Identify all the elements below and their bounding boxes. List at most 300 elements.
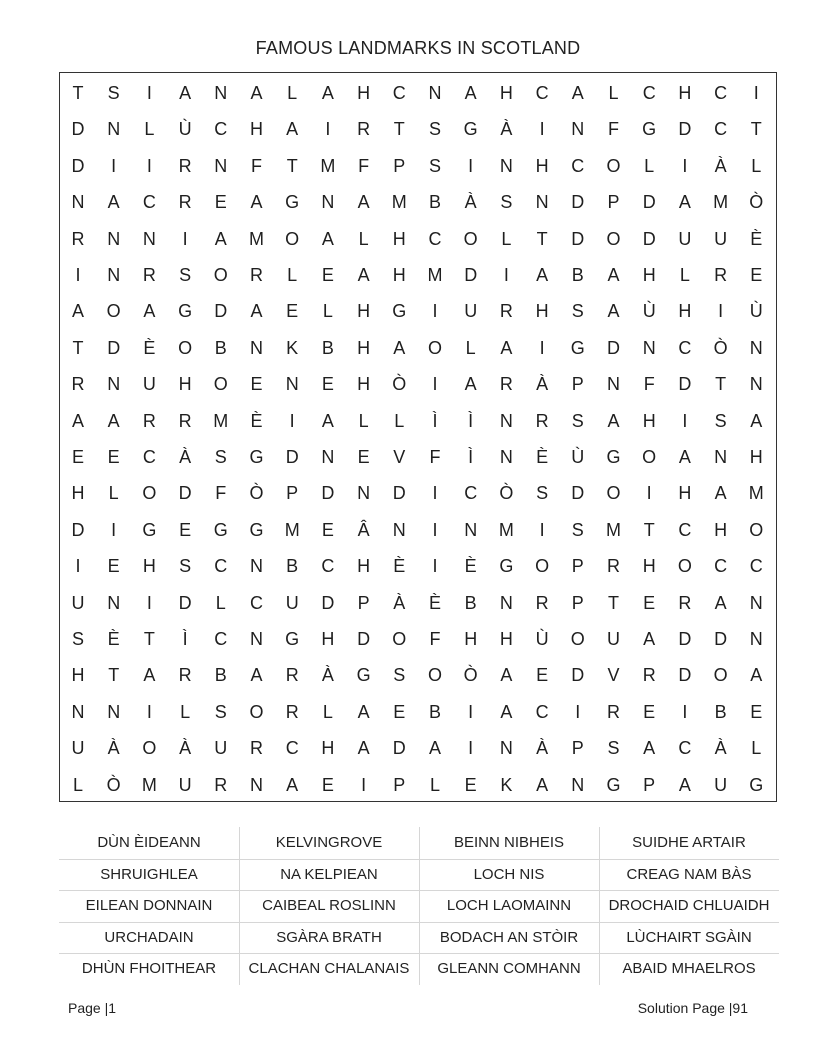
grid-letter: N <box>749 337 763 358</box>
grid-letter: C <box>464 483 478 504</box>
word-list-item: DHÙN FHOITHEAR <box>81 960 217 977</box>
grid-letter: C <box>285 738 299 759</box>
grid-letter: C <box>678 337 692 358</box>
grid-letter: A <box>607 410 620 431</box>
word-list-item: LOCH NIS <box>473 865 545 883</box>
page-number: Page |1 <box>68 1000 117 1016</box>
grid-letter: R <box>178 665 192 686</box>
grid-row <box>60 439 776 475</box>
grid-letter: R <box>357 119 371 140</box>
grid-letter: Ù <box>571 447 585 467</box>
grid-letter: B <box>428 192 441 213</box>
grid-letter: A <box>750 410 763 431</box>
grid-letter: C <box>642 83 656 103</box>
grid-letter: I <box>646 483 652 504</box>
grid-letter: H <box>499 83 513 103</box>
grid-letter: E <box>107 556 120 577</box>
grid-letter: A <box>357 738 370 759</box>
grid-letter: O <box>642 447 657 467</box>
grid-letter: C <box>535 701 549 722</box>
grid-letter: S <box>428 155 441 176</box>
grid-letter: I <box>718 301 724 322</box>
word-list-item: KELVINGROVE <box>275 834 383 851</box>
grid-letter: S <box>393 665 406 686</box>
grid-row <box>60 257 776 293</box>
grid-row <box>60 330 776 366</box>
grid-letter: T <box>286 155 298 176</box>
grid-letter: À <box>536 738 549 759</box>
grid-letter: P <box>571 592 584 613</box>
grid-letter: R <box>71 374 85 395</box>
grid-letter: A <box>107 192 120 213</box>
page-title: FAMOUS LANDMARKS IN SCOTLAND <box>255 38 581 58</box>
grid-letter: L <box>108 483 119 504</box>
grid-letter: N <box>571 119 585 140</box>
grid-letter: I <box>682 701 688 722</box>
grid-letter: N <box>499 410 513 431</box>
grid-letter: È <box>393 556 406 577</box>
grid-letter: Ì <box>182 629 188 649</box>
grid-letter: I <box>325 119 331 140</box>
grid-letter: G <box>356 665 371 686</box>
grid-letter: M <box>249 228 264 249</box>
grid-letter: H <box>357 374 371 395</box>
grid-letter: I <box>468 738 474 759</box>
grid-letter: M <box>320 155 336 176</box>
grid-letter: S <box>571 410 584 431</box>
grid-letter: D <box>678 629 692 649</box>
grid-letter: A <box>393 337 406 358</box>
grid-letter: N <box>285 374 299 395</box>
grid-letter: A <box>214 228 227 249</box>
grid-row <box>60 403 776 439</box>
grid-letter: E <box>750 265 763 285</box>
grid-letter: C <box>142 447 156 467</box>
grid-letter: D <box>464 265 478 285</box>
grid-letter: A <box>286 119 299 140</box>
grid-letter: M <box>391 192 407 213</box>
grid-row <box>60 221 776 257</box>
grid-letter: R <box>642 665 656 686</box>
grid-letter: C <box>571 155 585 176</box>
grid-letter: I <box>682 410 688 431</box>
grid-letter: D <box>607 337 620 358</box>
grid-letter: C <box>214 119 228 140</box>
grid-letter: G <box>249 519 264 540</box>
grid-letter: Ù <box>749 301 763 322</box>
grid-letter: L <box>322 701 333 722</box>
grid-letter: G <box>642 119 657 140</box>
grid-letter: È <box>250 410 263 431</box>
grid-row <box>60 548 776 584</box>
grid-letter: D <box>214 301 228 322</box>
grid-letter: E <box>321 374 334 395</box>
grid-letter: H <box>250 119 263 140</box>
grid-letter: C <box>214 629 228 649</box>
grid-row <box>60 657 776 693</box>
grid-letter: N <box>107 119 121 140</box>
grid-letter: E <box>321 774 334 795</box>
grid-letter: O <box>285 228 300 249</box>
grid-letter: N <box>714 447 728 467</box>
grid-letter: L <box>465 337 476 358</box>
grid-letter: E <box>250 374 263 395</box>
grid-letter: D <box>71 519 85 540</box>
grid-letter: F <box>429 447 441 467</box>
grid-letter: A <box>107 410 120 431</box>
grid-letter: S <box>714 410 727 431</box>
grid-letter: T <box>643 519 655 540</box>
grid-letter: S <box>571 519 584 540</box>
grid-letter: O <box>106 301 121 322</box>
grid-letter: O <box>249 701 264 722</box>
grid-letter: C <box>392 83 406 103</box>
grid-letter: D <box>714 629 728 649</box>
grid-letter: E <box>321 519 334 540</box>
grid-letter: P <box>643 774 656 795</box>
grid-letter: L <box>144 119 155 140</box>
grid-letter: H <box>464 629 478 649</box>
grid-letter: Ì <box>468 447 474 467</box>
grid-letter: R <box>607 701 620 722</box>
grid-letter: I <box>468 155 474 176</box>
grid-letter: H <box>499 629 513 649</box>
grid-letter: A <box>714 483 727 504</box>
grid-letter: U <box>214 738 228 759</box>
grid-letter: A <box>357 192 370 213</box>
word-list-item: GLEANN COMHANN <box>437 960 581 977</box>
grid-letter: R <box>285 665 299 686</box>
grid-letter: K <box>286 337 299 358</box>
grid-letter: L <box>287 83 298 103</box>
grid-letter: R <box>535 592 549 613</box>
grid-letter: N <box>357 483 371 504</box>
grid-letter: R <box>71 228 85 249</box>
word-list-column-divider <box>239 827 240 985</box>
grid-letter: N <box>107 374 121 395</box>
grid-letter: G <box>463 119 478 140</box>
grid-letter: N <box>499 738 513 759</box>
grid-letter: E <box>286 301 299 322</box>
grid-letter: A <box>464 83 477 103</box>
grid-letter: O <box>535 556 550 577</box>
grid-letter: I <box>182 228 188 249</box>
grid-letter: A <box>250 301 263 322</box>
grid-letter: G <box>285 629 300 649</box>
grid-letter: U <box>678 228 692 249</box>
grid-letter: N <box>250 774 263 795</box>
grid-letter: C <box>535 83 549 103</box>
grid-letter: I <box>111 519 117 540</box>
grid-letter: O <box>213 374 228 395</box>
grid-letter: À <box>179 447 192 467</box>
grid-letter: L <box>215 592 226 613</box>
grid-letter: C <box>714 556 728 577</box>
grid-letter: E <box>536 665 549 686</box>
word-list-item: BODACH AN STÒIR <box>439 928 579 946</box>
grid-row <box>60 767 776 803</box>
grid-letter: E <box>643 592 656 613</box>
grid-letter: L <box>287 265 298 285</box>
grid-letter: A <box>179 83 192 103</box>
grid-letter: À <box>500 119 513 140</box>
grid-letter: A <box>571 83 584 103</box>
grid-letter: I <box>146 155 152 176</box>
grid-letter: N <box>250 629 263 649</box>
grid-letter: A <box>143 665 156 686</box>
grid-letter: C <box>749 556 763 577</box>
grid-letter: È <box>750 228 763 249</box>
grid-letter: M <box>141 774 157 795</box>
grid-letter: E <box>179 519 192 540</box>
grid-letter: N <box>107 265 121 285</box>
grid-letter: L <box>322 301 333 322</box>
grid-letter: R <box>142 410 156 431</box>
grid-letter: R <box>214 774 228 795</box>
grid-letter: M <box>213 410 229 431</box>
grid-letter: R <box>607 556 620 577</box>
grid-letter: C <box>250 592 263 613</box>
grid-letter: A <box>678 447 691 467</box>
grid-letter: À <box>536 374 549 395</box>
grid-letter: G <box>606 774 621 795</box>
grid-letter: S <box>536 483 549 504</box>
grid-letter: A <box>678 192 691 213</box>
grid-letter: N <box>499 592 513 613</box>
grid-letter: C <box>142 192 156 213</box>
grid-letter: E <box>107 447 120 467</box>
grid-letter: Ò <box>392 374 407 395</box>
word-list-item: CAIBEAL ROSLINN <box>262 897 396 914</box>
grid-letter: D <box>571 228 585 249</box>
grid-letter: C <box>678 738 692 759</box>
grid-letter: E <box>321 265 334 285</box>
grid-letter: I <box>146 83 152 103</box>
grid-letter: G <box>499 556 514 577</box>
word-list <box>59 827 779 987</box>
grid-letter: N <box>428 83 442 103</box>
grid-letter: H <box>678 483 692 504</box>
grid-letter: S <box>179 556 192 577</box>
grid-letter: È <box>428 592 441 613</box>
grid-letter: Ù <box>178 119 192 140</box>
grid-letter: L <box>429 774 440 795</box>
grid-letter: I <box>432 301 438 322</box>
grid-letter: F <box>251 155 262 176</box>
grid-letter: L <box>751 738 762 759</box>
grid-letter: F <box>215 483 227 504</box>
grid-letter: D <box>642 192 656 213</box>
grid-letter: A <box>321 83 334 103</box>
grid-letter: R <box>178 192 192 213</box>
word-list-item: CREAG NAM BÀS <box>626 865 752 883</box>
grid-letter: O <box>142 738 157 759</box>
grid-letter: À <box>714 738 727 759</box>
grid-letter: O <box>749 519 764 540</box>
grid-letter: I <box>361 774 367 795</box>
grid-letter: Ò <box>713 337 728 358</box>
grid-row <box>60 293 776 329</box>
grid-letter: I <box>432 483 438 504</box>
grid-row <box>60 730 776 766</box>
grid-letter: R <box>714 265 728 285</box>
grid-letter: I <box>432 519 438 540</box>
grid-letter: N <box>214 155 228 176</box>
grid-letter: N <box>499 447 513 467</box>
grid-letter: S <box>607 738 620 759</box>
grid-letter: A <box>357 265 370 285</box>
grid-letter: P <box>571 556 584 577</box>
grid-letter: A <box>536 774 549 795</box>
grid-letter: N <box>571 774 585 795</box>
grid-letter: R <box>535 410 549 431</box>
grid-letter: T <box>108 665 120 686</box>
word-list-item: SHRUIGHLEA <box>100 865 198 883</box>
grid-letter: P <box>607 192 620 213</box>
grid-letter: N <box>107 228 121 249</box>
grid-letter: È <box>107 629 120 649</box>
word-list-item: CLACHAN CHALANAIS <box>248 960 410 977</box>
word-list-item: SGÀRA BRATH <box>276 928 382 946</box>
grid-letter: A <box>500 665 513 686</box>
grid-letter: U <box>71 738 85 759</box>
grid-letter: P <box>393 155 406 176</box>
grid-letter: H <box>357 337 371 358</box>
grid-row <box>60 621 776 657</box>
word-list-item: LÙCHAIRT SGÀIN <box>626 928 752 946</box>
grid-letter: M <box>748 483 764 504</box>
grid-letter: N <box>321 447 335 467</box>
grid-letter: I <box>753 83 759 103</box>
grid-letter: T <box>393 119 405 140</box>
grid-letter: E <box>214 192 227 213</box>
grid-letter: A <box>500 701 513 722</box>
grid-letter: H <box>749 447 763 467</box>
grid-letter: C <box>714 83 728 103</box>
grid-letter: N <box>250 337 263 358</box>
grid-letter: I <box>539 519 545 540</box>
grid-letter: D <box>678 119 692 140</box>
grid-letter: G <box>213 519 228 540</box>
grid-letter: A <box>250 192 263 213</box>
grid-letter: U <box>71 592 85 613</box>
grid-letter: B <box>321 337 334 358</box>
grid-row <box>60 111 776 147</box>
grid-letter: L <box>608 83 619 103</box>
word-list-item: BEINN NIBHEIS <box>453 834 565 851</box>
grid-letter: O <box>606 228 621 249</box>
grid-letter: O <box>606 483 621 504</box>
grid-letter: A <box>714 592 727 613</box>
grid-letter: U <box>714 228 728 249</box>
grid-letter: A <box>678 774 691 795</box>
grid-letter: I <box>539 119 545 140</box>
word-list-item: URCHADAIN <box>104 928 194 946</box>
grid-letter: G <box>142 519 157 540</box>
grid-letter: B <box>571 265 584 285</box>
grid-letter: D <box>392 738 406 759</box>
grid-letter: L <box>679 265 690 285</box>
grid-letter: O <box>713 665 728 686</box>
grid-letter: O <box>213 265 228 285</box>
grid-letter: G <box>606 447 621 467</box>
grid-letter: G <box>285 192 300 213</box>
word-list-item: LOCH LAOMAINN <box>446 897 572 914</box>
grid-letter: Ù <box>535 629 549 649</box>
grid-letter: D <box>357 629 371 649</box>
grid-letter: A <box>321 410 334 431</box>
grid-letter: N <box>107 701 121 722</box>
grid-letter: Ò <box>106 774 121 795</box>
grid-letter: E <box>357 447 370 467</box>
grid-letter: A <box>643 629 656 649</box>
grid-letter: A <box>500 337 513 358</box>
grid-letter: M <box>606 519 621 540</box>
grid-letter: O <box>463 228 478 249</box>
grid-letter: I <box>432 556 438 577</box>
grid-letter: E <box>643 701 656 722</box>
grid-letter: D <box>642 228 656 249</box>
grid-letter: H <box>71 665 85 686</box>
grid-letter: F <box>608 119 619 140</box>
grid-letter: C <box>678 519 692 540</box>
grid-letter: H <box>357 301 371 322</box>
grid-letter: L <box>358 228 369 249</box>
grid-row <box>60 585 776 621</box>
grid-letter: C <box>714 119 728 140</box>
grid-letter: I <box>575 701 581 722</box>
grid-letter: D <box>321 592 335 613</box>
grid-letter: O <box>178 337 193 358</box>
grid-letter: A <box>750 665 763 686</box>
grid-row <box>60 148 776 184</box>
grid-letter: K <box>500 774 513 795</box>
grid-letter: H <box>178 374 192 395</box>
grid-letter: T <box>750 119 762 140</box>
grid-letter: N <box>71 192 85 213</box>
grid-letter: L <box>751 155 762 176</box>
grid-letter: H <box>392 265 406 285</box>
grid-letter: V <box>607 665 620 686</box>
grid-letter: T <box>536 228 548 249</box>
grid-letter: H <box>357 556 371 577</box>
grid-letter: H <box>71 483 85 504</box>
grid-letter: S <box>500 192 513 213</box>
grid-letter: V <box>393 447 406 467</box>
grid-letter: F <box>643 374 655 395</box>
grid-letter: I <box>539 337 545 358</box>
grid-letter: M <box>427 265 443 285</box>
grid-letter: N <box>642 337 656 358</box>
grid-letter: À <box>107 738 120 759</box>
grid-letter: O <box>427 337 442 358</box>
grid-letter: U <box>464 301 478 322</box>
grid-letter: N <box>499 155 513 176</box>
grid-letter: N <box>250 556 263 577</box>
grid-letter: D <box>571 665 585 686</box>
grid-letter: I <box>146 592 152 613</box>
grid-letter: À <box>321 665 334 686</box>
grid-letter: T <box>715 374 727 395</box>
grid-letter: Ì <box>432 410 438 431</box>
grid-letter: D <box>71 155 85 176</box>
grid-letter: Ò <box>499 483 514 504</box>
grid-letter: P <box>571 374 584 395</box>
grid-letter: S <box>428 119 441 140</box>
grid-letter: O <box>677 556 692 577</box>
grid-letter: U <box>607 629 620 649</box>
grid-letter: T <box>143 629 155 649</box>
